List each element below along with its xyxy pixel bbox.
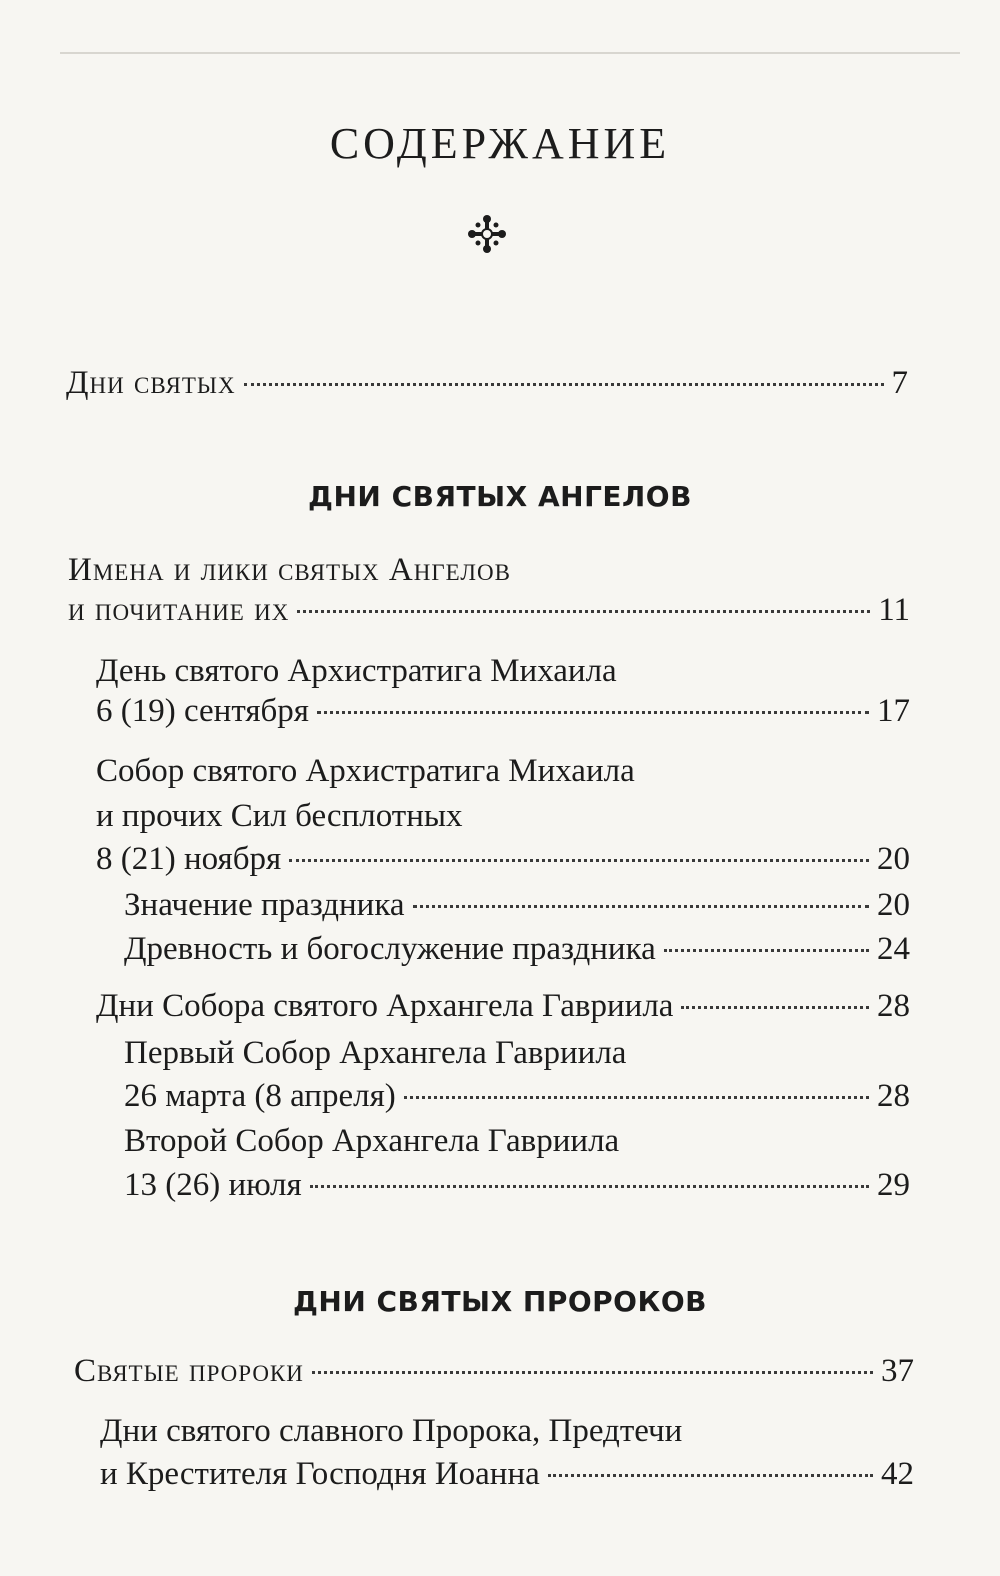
- toc-entry-imena[interactable]: [68, 589, 910, 631]
- toc-entry-line: и прочих Сил бесплотных: [96, 798, 463, 834]
- toc-leader-dots: [664, 949, 869, 952]
- toc-entry-label: Дни Собора святого Архангела Гавриила: [96, 988, 674, 1024]
- toc-leader-dots: [413, 905, 869, 908]
- toc-entry-line: Второй Собор Архангела Гавриила: [124, 1123, 620, 1159]
- cross-ornament-icon: [467, 214, 507, 254]
- toc-leader-dots: [297, 610, 870, 613]
- toc-entry-znachenie[interactable]: [124, 884, 910, 926]
- toc-page-number: 7: [891, 365, 908, 401]
- toc-entry-drevnost[interactable]: [124, 928, 910, 970]
- toc-leader-dots: [310, 1185, 869, 1188]
- top-rule: [60, 52, 960, 54]
- toc-page-number: 24: [877, 931, 910, 967]
- toc-entry-label: 13 (26) июля: [124, 1167, 302, 1203]
- toc-leader-dots: [681, 1006, 869, 1009]
- toc-entry-label: Дни святых: [66, 365, 236, 401]
- toc-page-number: 28: [877, 1078, 910, 1114]
- toc-page-number: 20: [877, 841, 910, 877]
- toc-entry-line: День святого Архистратига Михаила: [96, 653, 617, 689]
- toc-entry-ioann[interactable]: [100, 1453, 914, 1495]
- toc-entry-label: Древность и богослужение праздника: [124, 931, 656, 967]
- toc-entry-label: 26 марта (8 апреля): [124, 1078, 396, 1114]
- toc-page-number: 11: [878, 592, 910, 628]
- toc-entry-pervyi-sobor[interactable]: [124, 1075, 910, 1117]
- toc-entry-line: Имена и лики святых Ангелов: [68, 552, 511, 588]
- section-heading-prophets: ДНИ СВЯТЫХ ПРОРОКОВ: [292, 1285, 708, 1318]
- toc-entry-mikhail-day[interactable]: [96, 690, 910, 732]
- toc-leader-dots: [317, 711, 869, 714]
- toc-leader-dots: [244, 383, 884, 386]
- toc-entry-svyatye-proroki[interactable]: [74, 1350, 914, 1392]
- toc-entry-vtoroi-sobor[interactable]: [124, 1164, 910, 1206]
- toc-entry-line: Дни святого славного Пророка, Предтечи: [100, 1413, 683, 1449]
- toc-leader-dots: [548, 1474, 873, 1477]
- toc-entry-label: 6 (19) сентября: [96, 693, 309, 729]
- toc-entry-line: Собор святого Архистратига Михаила: [96, 753, 635, 789]
- toc-leader-dots: [404, 1096, 869, 1099]
- toc-page-number: 37: [881, 1353, 914, 1389]
- toc-leader-dots: [312, 1371, 873, 1374]
- section-heading-angels: ДНИ СВЯТЫХ АНГЕЛОВ: [308, 480, 692, 513]
- toc-entry-label: Святые пророки: [74, 1353, 304, 1389]
- toc-entry-line: Первый Собор Архангела Гавриила: [124, 1035, 627, 1071]
- toc-leader-dots: [289, 859, 869, 862]
- toc-page-number: 28: [877, 988, 910, 1024]
- toc-entry-label: Значение праздника: [124, 887, 405, 923]
- toc-entry-sobor-mikhail[interactable]: [96, 838, 910, 880]
- toc-entry-label: и почитание их: [68, 592, 290, 628]
- toc-page-number: 20: [877, 887, 910, 923]
- toc-entry-gavriil-days[interactable]: [96, 985, 910, 1027]
- toc-page-number: 29: [877, 1167, 910, 1203]
- page-title: СОДЕРЖАНИЕ: [329, 119, 671, 168]
- toc-page-number: 42: [881, 1456, 914, 1492]
- toc-entry-dni-svyatykh[interactable]: [66, 362, 908, 404]
- toc-entry-label: и Крестителя Господня Иоанна: [100, 1456, 540, 1492]
- toc-page-number: 17: [877, 693, 910, 729]
- toc-entry-label: 8 (21) ноября: [96, 841, 282, 877]
